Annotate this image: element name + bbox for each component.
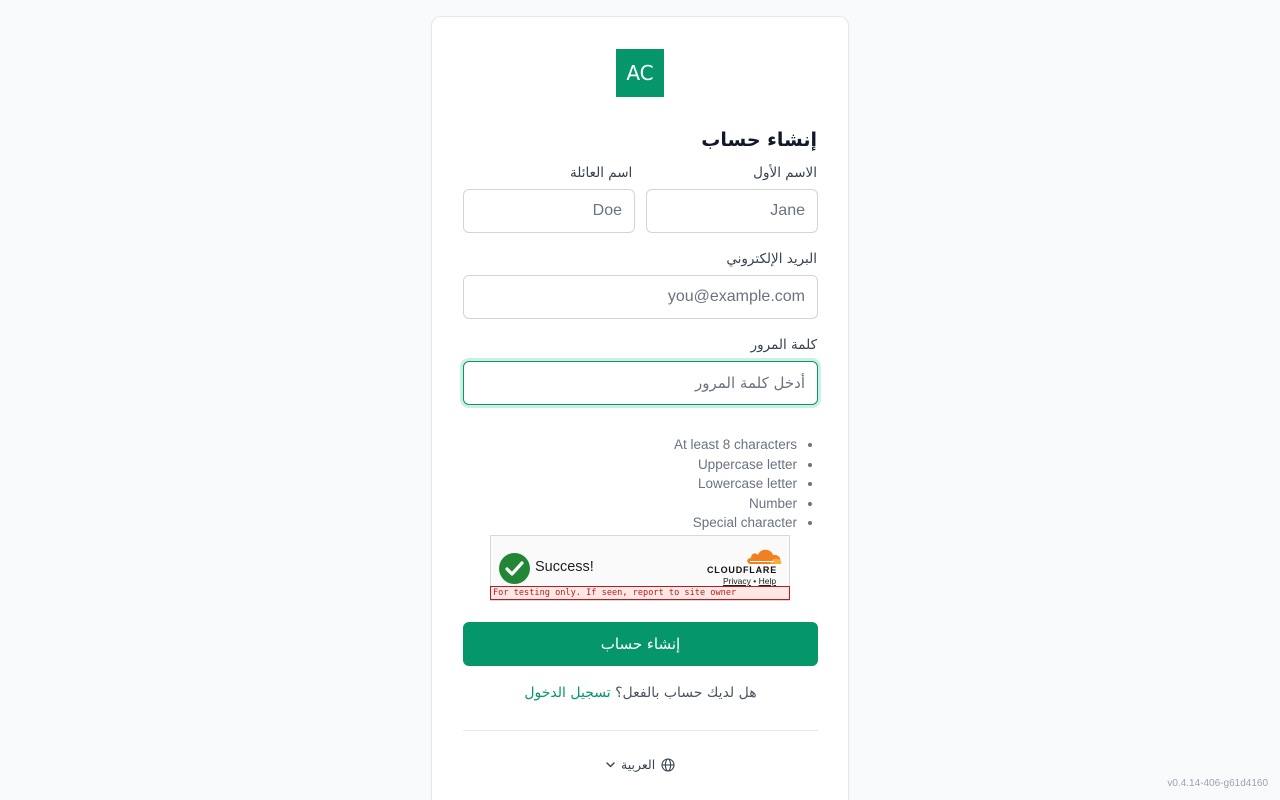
language-current: العربية — [621, 757, 656, 772]
captcha-status: Success! — [535, 559, 594, 575]
create-account-button-label: إنشاء حساب — [600, 635, 681, 653]
brand-logo-text: AC — [626, 61, 654, 85]
signin-link[interactable]: تسجيل الدخول — [524, 685, 611, 701]
links-separator: • — [753, 576, 757, 586]
signup-card — [431, 16, 849, 800]
last-name-input[interactable] — [463, 189, 635, 233]
requirement-item: Number — [462, 494, 817, 514]
requirement-item: Lowercase letter — [462, 474, 817, 494]
chevron-down-icon — [606, 762, 615, 768]
success-check-icon — [499, 553, 530, 584]
password-label: كلمة المرور — [750, 337, 817, 353]
first-name-input[interactable] — [646, 189, 818, 233]
requirement-item: At least 8 characters — [462, 435, 817, 455]
requirement-item: Uppercase letter — [462, 455, 817, 475]
captcha-test-warning: For testing only. If seen, report to site owner — [490, 586, 790, 600]
last-name-label: اسم العائلة — [570, 165, 633, 181]
help-link[interactable]: Help — [758, 576, 777, 586]
password-placeholder: أدخل كلمة المرور — [694, 374, 805, 392]
requirement-item: Special character — [462, 513, 817, 533]
captcha-links — [723, 576, 776, 586]
cloudflare-cloud-icon — [745, 547, 783, 565]
email-label: البريد الإلكتروني — [726, 251, 817, 267]
divider — [463, 730, 818, 731]
privacy-link[interactable]: Privacy — [723, 576, 751, 586]
page-title: إنشاء حساب — [701, 129, 817, 151]
email-input[interactable] — [463, 275, 818, 319]
password-requirements — [462, 435, 817, 533]
last-name-placeholder: Doe — [592, 202, 622, 219]
captcha-widget[interactable] — [490, 535, 790, 601]
brand-logo — [616, 49, 664, 97]
cloudflare-logo: CLOUDFLARE — [707, 565, 777, 575]
email-placeholder: you@example.com — [667, 288, 805, 305]
globe-icon — [661, 758, 675, 772]
first-name-placeholder: Jane — [770, 202, 805, 219]
signin-prompt-text: هل لديك حساب بالفعل؟ — [615, 685, 757, 701]
language-selector[interactable] — [606, 757, 675, 772]
first-name-label: الاسم الأول — [753, 165, 817, 181]
signin-prompt — [463, 685, 818, 701]
version-label: v0.4.14-406-g61d4160 — [1167, 778, 1268, 789]
create-account-button[interactable] — [463, 622, 818, 666]
password-input[interactable] — [463, 361, 818, 405]
